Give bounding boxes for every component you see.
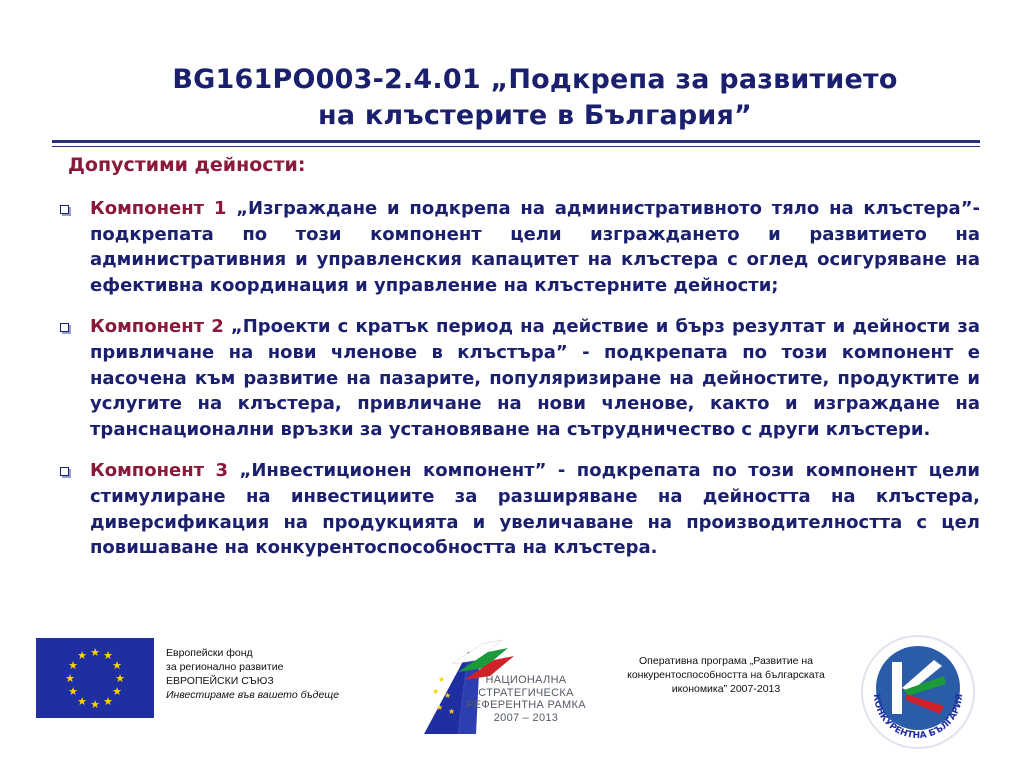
section-subtitle: Допустими дейности: (68, 154, 306, 176)
svg-text:★: ★ (112, 685, 122, 698)
operational-programme-caption (606, 654, 846, 696)
footer-logos (0, 630, 1024, 768)
svg-text:★: ★ (444, 691, 452, 700)
competitive-bulgaria-logo-icon (858, 632, 978, 752)
title-divider-thin (52, 146, 980, 147)
svg-text:★: ★ (90, 646, 100, 659)
square-bullet-icon (60, 205, 69, 214)
op-line-3: икономика” 2007-2013 (671, 683, 781, 695)
square-bullet-icon (60, 323, 69, 332)
svg-text:★: ★ (68, 659, 78, 672)
svg-text:★: ★ (103, 649, 113, 662)
svg-text:★: ★ (112, 659, 122, 672)
eu-fund-slogan: Инвестираме във вашето бъдеще (166, 689, 340, 701)
component-description: „Инвестиционен компонент” - подкрепата по този компонент цели стимулиране на инвестициите за разширяване на дейността на клъстера, диверсификация на продукцията и увеличаване на производителността с цел повишаване на конкурентоспособността на клъстера. (90, 460, 980, 559)
svg-text:★: ★ (68, 685, 78, 698)
component-description: „Проекти с кратък период на действие и бърз резултат и дейности за привличане на нови членове в клъстъра” - подкрепата по този компонент е насочена към развитие на пазарите, популяризиране на дейностите, продуктите и услугите на клъстера, привличане на нови членове, както и изграждане на транснационални връзки за установяване на сътрудничество с други клъстери. (90, 316, 980, 440)
nsrf-line-3: РЕФЕРЕНТНА РАМКА (466, 699, 586, 711)
svg-text:★: ★ (115, 672, 125, 685)
svg-text:★: ★ (77, 695, 87, 708)
component-label: Компонент 3 (90, 460, 229, 482)
nsrf-years: 2007 – 2013 (493, 711, 559, 724)
slide-title (90, 62, 980, 134)
title-divider-thick (52, 140, 980, 143)
component-description: „Изграждане и подкрепа на административното тяло на клъстера”- подкрепата по този компонент цели изграждането и развитието на административния и управленския капацитет на клъстера с оглед осигуряване на ефективна координация и управление на клъстерните дейности; (90, 198, 981, 296)
svg-text:★: ★ (90, 698, 100, 711)
nsrf-line-1: НАЦИОНАЛНА (485, 674, 567, 686)
svg-text:★: ★ (438, 675, 446, 684)
eu-fund-caption (166, 646, 396, 702)
list-item-component-2 (56, 314, 980, 442)
eu-fund-line-1: Европейски фонд (166, 647, 253, 659)
nsrf-line-2: СТРАТЕГИЧЕСКА (478, 686, 574, 699)
svg-text:★: ★ (65, 672, 75, 685)
svg-text:★: ★ (77, 649, 87, 662)
svg-text:★: ★ (103, 695, 113, 708)
eu-fund-line-3: ЕВРОПЕЙСКИ СЪЮЗ (166, 675, 274, 687)
svg-text:★: ★ (432, 687, 440, 696)
nsrf-caption (456, 674, 596, 724)
component-list (56, 196, 980, 577)
list-item-component-3 (56, 458, 980, 560)
eu-fund-line-2: за регионално развитие (166, 661, 284, 673)
slide-title-line-1: BG161PO003-2.4.01 „Подкрепа за развитието (172, 64, 898, 95)
kb-logo-text: КОНКУРЕНТНА БЪЛГАРИЯ (870, 693, 966, 742)
svg-text:★: ★ (436, 703, 444, 712)
square-bullet-icon (60, 467, 69, 476)
svg-text:★: ★ (448, 707, 456, 716)
op-line-1: Оперативна програма „Развитие на (639, 655, 813, 667)
list-item-component-1 (56, 196, 980, 298)
component-label: Компонент 1 (90, 198, 227, 219)
op-line-2: конкурентоспособността на българската (627, 669, 825, 681)
component-label: Компонент 2 (90, 316, 224, 338)
eu-flag-icon (36, 638, 154, 718)
slide-title-line-2: на клъстерите в България” (317, 100, 753, 131)
